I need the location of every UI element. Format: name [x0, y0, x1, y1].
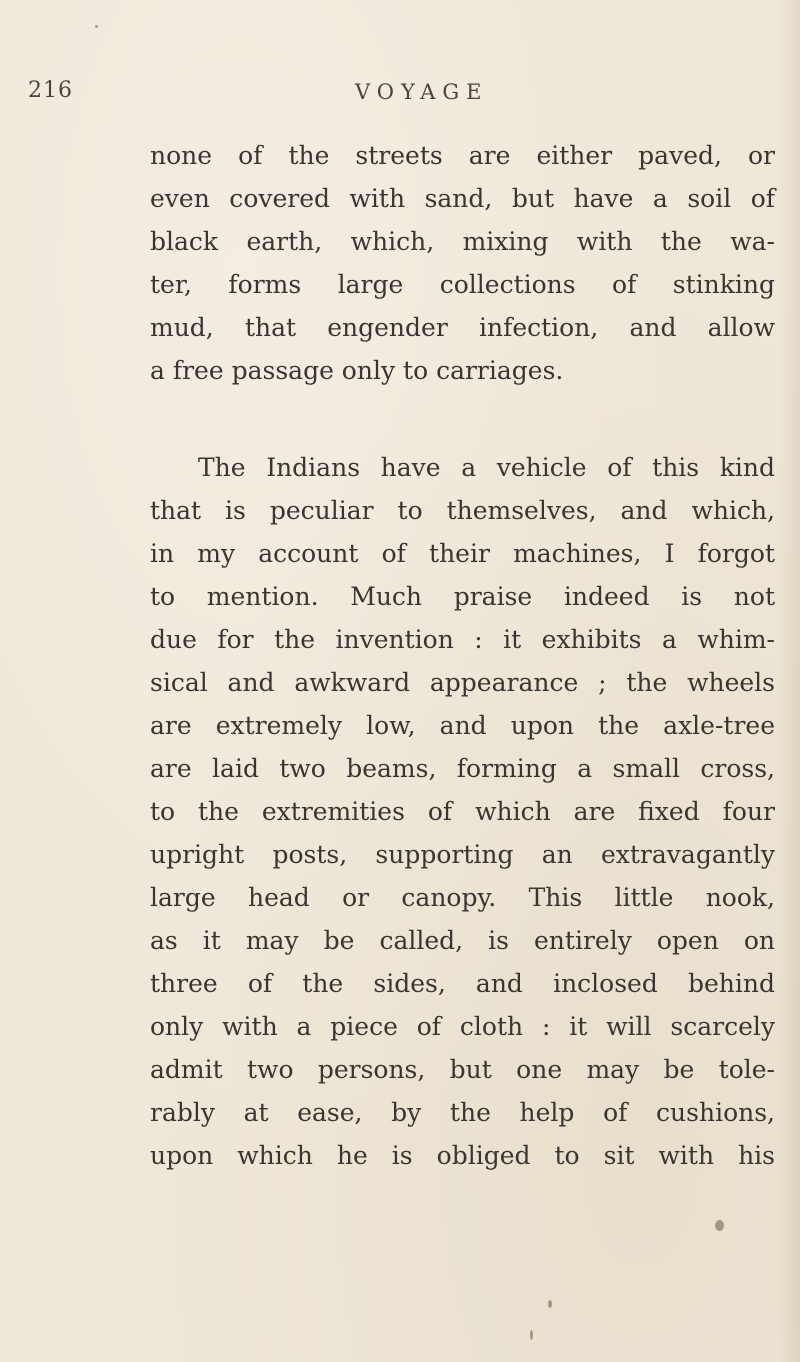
text-line: that is peculiar to themselves, and which, [150, 496, 775, 525]
text-line: three of the sides, and inclosed behind [150, 969, 775, 998]
text-line: in my account of their machines, I forgot [150, 539, 775, 568]
paragraph-1 [150, 134, 775, 392]
paragraph-gap [150, 392, 775, 446]
text-line: sical and awkward appearance ; the wheels [150, 668, 775, 697]
text-line: ter, forms large collections of stinking [150, 270, 775, 299]
body-text [150, 134, 775, 1177]
page-gutter-shadow [778, 0, 800, 1362]
text-line: rably at ease, by the help of cushions, [150, 1098, 775, 1127]
ink-speck [95, 25, 98, 28]
text-line: to the extremities of which are fixed four [150, 797, 775, 826]
ink-speck [548, 1300, 552, 1308]
text-line: as it may be called, is entirely open on [150, 926, 775, 955]
text-line: upright posts, supporting an extravagantly [150, 840, 775, 869]
text-line: The Indians have a vehicle of this kind [198, 453, 775, 482]
running-head: VOYAGE [355, 80, 489, 104]
ink-speck [530, 1330, 533, 1340]
text-line: a free passage only to carriages. [150, 356, 564, 385]
text-line: admit two persons, but one may be tole- [150, 1055, 775, 1084]
text-line: only with a piece of cloth : it will scarcely [150, 1012, 775, 1041]
text-line: large head or canopy. This little nook, [150, 883, 775, 912]
page-number: 216 [28, 78, 73, 103]
text-line: are laid two beams, forming a small cross, [150, 754, 775, 783]
text-line: due for the invention : it exhibits a whim- [150, 625, 775, 654]
text-line: mud, that engender infection, and allow [150, 313, 775, 342]
text-line: none of the streets are either paved, or [150, 141, 775, 170]
ink-speck [715, 1220, 724, 1231]
text-line: even covered with sand, but have a soil of [150, 184, 775, 213]
paragraph-2 [150, 446, 775, 1177]
text-line: upon which he is obliged to sit with his [150, 1141, 775, 1170]
text-line: are extremely low, and upon the axle-tree [150, 711, 775, 740]
text-line: to mention. Much praise indeed is not [150, 582, 775, 611]
text-line: black earth, which, mixing with the wa- [150, 227, 775, 256]
